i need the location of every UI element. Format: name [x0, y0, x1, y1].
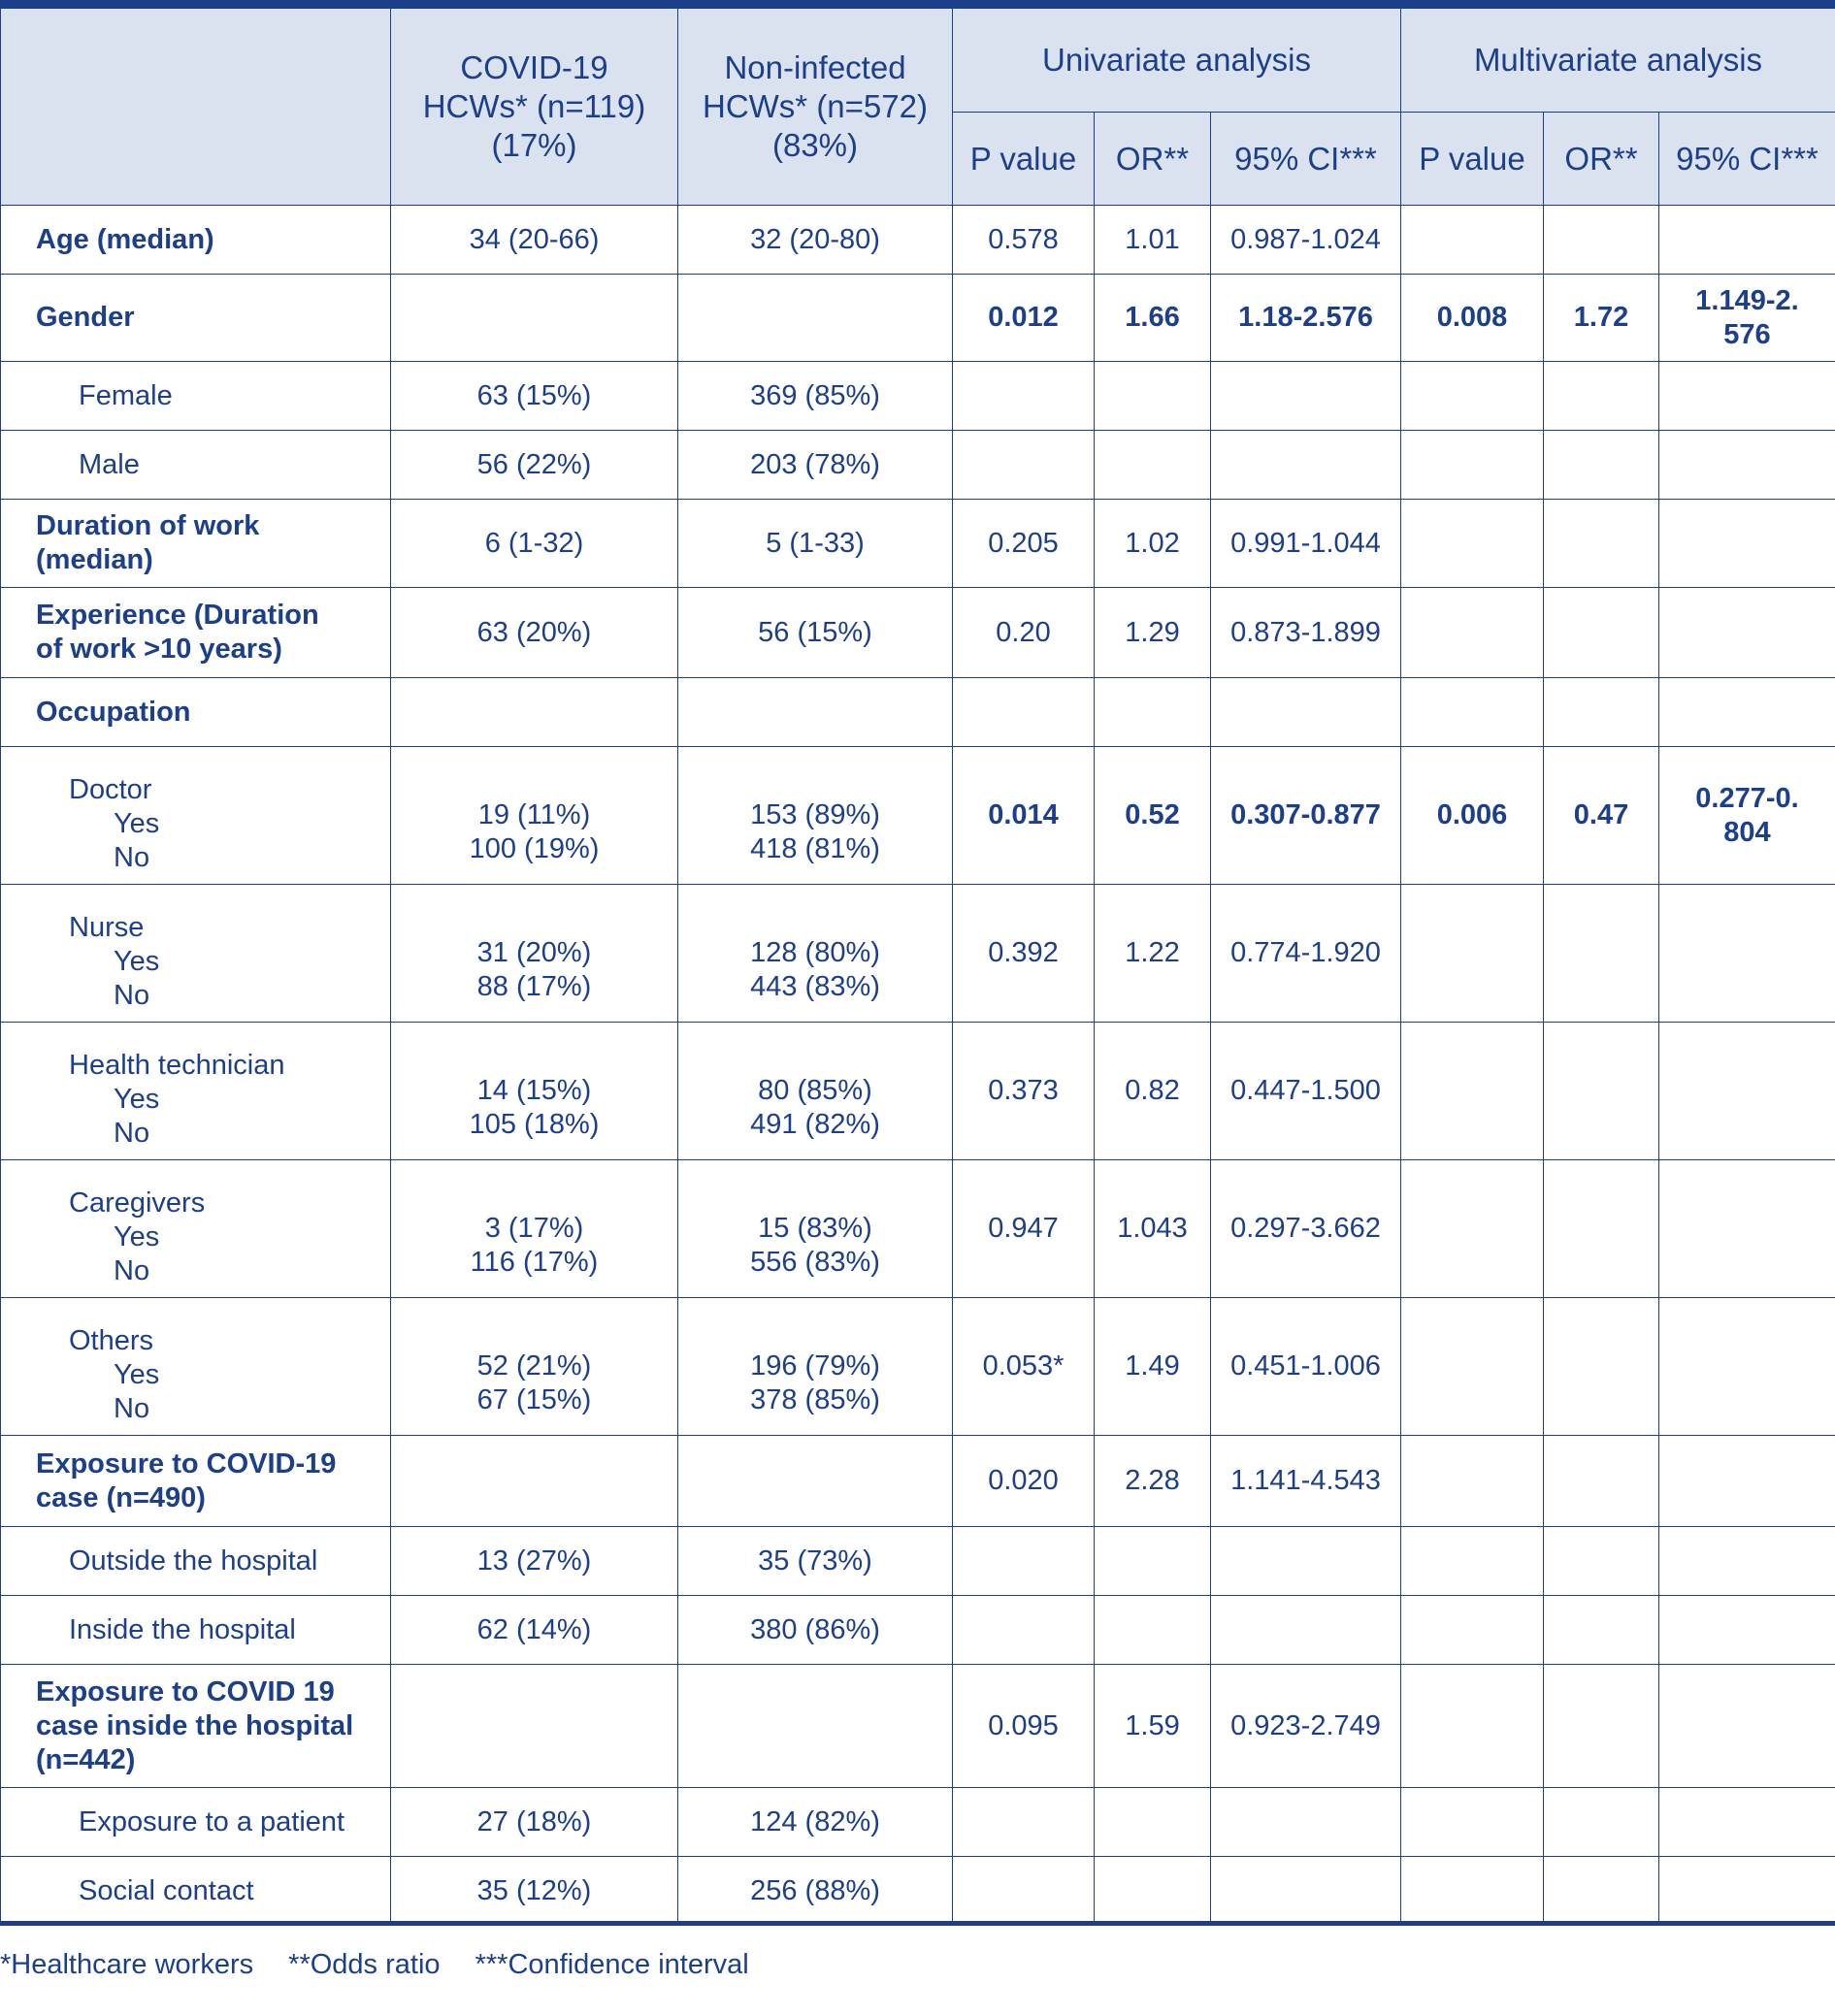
row-label — [1, 1023, 391, 1160]
cell — [1659, 1788, 1835, 1857]
cell — [1401, 500, 1544, 588]
cell: 256 (88%) — [678, 1857, 953, 1926]
cell: 1.22 — [1095, 885, 1211, 1023]
cell — [1401, 431, 1544, 500]
cell-yes: 15 (83%) — [758, 1213, 872, 1244]
cell-no: 67 (15%) — [476, 1384, 592, 1415]
no-label: No — [114, 1255, 150, 1286]
cell — [1659, 1298, 1835, 1436]
table-row — [1, 1160, 1835, 1298]
cell: 1.72 — [1544, 275, 1659, 362]
cell — [1544, 431, 1659, 500]
yes-label: Yes — [114, 1221, 160, 1252]
cell — [1544, 678, 1659, 747]
cell — [1401, 1788, 1544, 1857]
row-label: Exposure to COVID 19 case inside the hospital (n=442) — [1, 1665, 391, 1788]
cell — [678, 1436, 953, 1527]
cell: 62 (14%) — [391, 1596, 678, 1665]
header-empty — [1, 9, 391, 206]
cell — [1095, 1596, 1211, 1665]
row-label — [1, 1160, 391, 1298]
cell-no: 88 (17%) — [476, 971, 592, 1002]
row-label: Exposure to COVID-19 case (n=490) — [1, 1436, 391, 1527]
header-covid-hcws: COVID-19 HCWs* (n=119) (17%) — [391, 9, 678, 206]
table-row — [1, 1023, 1835, 1160]
table-row — [1, 206, 1835, 275]
cell-yes: 19 (11%) — [477, 799, 591, 830]
cell — [1401, 1298, 1544, 1436]
table-row — [1, 747, 1835, 885]
cell — [391, 275, 678, 362]
header-uni-or: OR** — [1095, 113, 1211, 206]
cell — [953, 362, 1095, 431]
no-label: No — [114, 1393, 150, 1424]
cell — [1401, 1857, 1544, 1926]
cell — [391, 678, 678, 747]
cell: 203 (78%) — [678, 431, 953, 500]
table-row — [1, 678, 1835, 747]
yes-label: Yes — [114, 808, 160, 839]
cell — [1544, 1665, 1659, 1788]
cell: 0.014 — [953, 747, 1095, 885]
table-row — [1, 588, 1835, 678]
cell: 0.447-1.500 — [1211, 1023, 1401, 1160]
table-row — [1, 500, 1835, 588]
cell — [391, 747, 678, 885]
cell: 0.008 — [1401, 275, 1544, 362]
table-row — [1, 1788, 1835, 1857]
row-label: Duration of work (median) — [1, 500, 391, 588]
table-row — [1, 275, 1835, 362]
bottom-rule — [0, 1921, 1835, 1925]
cell — [1095, 431, 1211, 500]
cell — [953, 1596, 1095, 1665]
cell: 34 (20-66) — [391, 206, 678, 275]
table-row — [1, 1665, 1835, 1788]
cell — [1544, 1788, 1659, 1857]
cell — [1211, 678, 1401, 747]
header-row-1 — [1, 9, 1835, 113]
cell: 1.49 — [1095, 1298, 1211, 1436]
cell — [1095, 362, 1211, 431]
cell — [1659, 1527, 1835, 1596]
cell — [1544, 500, 1659, 588]
occupation-name: Others — [69, 1325, 154, 1356]
row-label: Female — [1, 362, 391, 431]
row-label — [1, 885, 391, 1023]
cell — [1401, 885, 1544, 1023]
cell — [1659, 500, 1835, 588]
row-label: Inside the hospital — [1, 1596, 391, 1665]
cell-yes: 80 (85%) — [758, 1075, 872, 1106]
row-label — [1, 1298, 391, 1436]
cell: 1.043 — [1095, 1160, 1211, 1298]
cell: 124 (82%) — [678, 1788, 953, 1857]
cell: 0.774-1.920 — [1211, 885, 1401, 1023]
footnote-or: **Odds ratio — [288, 1949, 441, 1980]
table-row — [1, 362, 1835, 431]
cell-no: 491 (82%) — [750, 1109, 880, 1140]
no-label: No — [114, 980, 150, 1011]
cell — [1659, 431, 1835, 500]
cell — [1659, 1436, 1835, 1527]
row-label: Social contact — [1, 1857, 391, 1926]
cell — [391, 885, 678, 1023]
cell — [1401, 206, 1544, 275]
cell — [1544, 1857, 1659, 1926]
cell: 0.991-1.044 — [1211, 500, 1401, 588]
cell — [678, 678, 953, 747]
cell: 0.947 — [953, 1160, 1095, 1298]
cell: 35 (12%) — [391, 1857, 678, 1926]
risk-factor-table — [0, 8, 1835, 1926]
cell: 6 (1-32) — [391, 500, 678, 588]
cell: 0.47 — [1544, 747, 1659, 885]
cell: 0.451-1.006 — [1211, 1298, 1401, 1436]
cell — [1401, 1023, 1544, 1160]
cell-no: 105 (18%) — [469, 1109, 600, 1140]
cell — [1659, 1160, 1835, 1298]
cell — [678, 1298, 953, 1436]
cell: 0.987-1.024 — [1211, 206, 1401, 275]
cell: 2.28 — [1095, 1436, 1211, 1527]
header-multi-pvalue: P value — [1401, 113, 1544, 206]
cell — [391, 1160, 678, 1298]
cell-yes: 153 (89%) — [750, 799, 880, 830]
cell: 380 (86%) — [678, 1596, 953, 1665]
cell — [1659, 362, 1835, 431]
no-label: No — [114, 1118, 150, 1149]
header-noninfected-hcws: Non-infected HCWs* (n=572) (83%) — [678, 9, 953, 206]
cell — [1401, 1596, 1544, 1665]
cell-yes: 52 (21%) — [476, 1350, 592, 1382]
cell — [1401, 362, 1544, 431]
cell-yes: 14 (15%) — [476, 1075, 592, 1106]
cell: 1.02 — [1095, 500, 1211, 588]
table-row — [1, 1527, 1835, 1596]
header-uni-ci: 95% CI*** — [1211, 113, 1401, 206]
row-label: Outside the hospital — [1, 1527, 391, 1596]
cell-no: 556 (83%) — [750, 1247, 880, 1278]
cell — [1401, 588, 1544, 678]
cell — [1401, 1665, 1544, 1788]
occupation-name: Caregivers — [69, 1187, 206, 1219]
cell — [678, 747, 953, 885]
cell — [1544, 885, 1659, 1023]
cell — [678, 1160, 953, 1298]
cell — [953, 678, 1095, 747]
cell — [1544, 206, 1659, 275]
cell: 0.095 — [953, 1665, 1095, 1788]
cell — [953, 1527, 1095, 1596]
cell: 27 (18%) — [391, 1788, 678, 1857]
cell — [678, 1665, 953, 1788]
cell — [391, 1665, 678, 1788]
occupation-name: Doctor — [69, 774, 152, 805]
cell — [953, 1788, 1095, 1857]
cell: 0.578 — [953, 206, 1095, 275]
table-row — [1, 885, 1835, 1023]
cell — [1401, 1527, 1544, 1596]
row-label: Gender — [1, 275, 391, 362]
cell-no: 378 (85%) — [750, 1384, 880, 1415]
cell: 1.01 — [1095, 206, 1211, 275]
cell — [1211, 1857, 1401, 1926]
cell — [1659, 747, 1835, 885]
row-label: Exposure to a patient — [1, 1788, 391, 1857]
cell — [1544, 1023, 1659, 1160]
cell — [953, 431, 1095, 500]
table-row — [1, 1596, 1835, 1665]
cell: 56 (22%) — [391, 431, 678, 500]
cell: 56 (15%) — [678, 588, 953, 678]
row-label: Age (median) — [1, 206, 391, 275]
cell — [1659, 1023, 1835, 1160]
cell: 63 (20%) — [391, 588, 678, 678]
cell: 0.307-0.877 — [1211, 747, 1401, 885]
cell: 0.392 — [953, 885, 1095, 1023]
cell: 35 (73%) — [678, 1527, 953, 1596]
table-row — [1, 1298, 1835, 1436]
cell — [1544, 588, 1659, 678]
footnote-ci: ***Confidence interval — [475, 1949, 749, 1980]
cell: 0.205 — [953, 500, 1095, 588]
cell — [953, 1857, 1095, 1926]
cell — [1659, 1596, 1835, 1665]
cell: 0.020 — [953, 1436, 1095, 1527]
cell — [678, 275, 953, 362]
header-multi-or: OR** — [1544, 113, 1659, 206]
cell-no: 100 (19%) — [469, 833, 600, 864]
cell-no: 443 (83%) — [750, 971, 880, 1002]
cell: 32 (20-80) — [678, 206, 953, 275]
occupation-name: Health technician — [69, 1050, 285, 1081]
cell-yes: 196 (79%) — [750, 1350, 880, 1382]
cell: 1.29 — [1095, 588, 1211, 678]
cell: 0.053* — [953, 1298, 1095, 1436]
cell: 0.923-2.749 — [1211, 1665, 1401, 1788]
cell — [391, 1298, 678, 1436]
cell — [1401, 1436, 1544, 1527]
cell — [1659, 206, 1835, 275]
cell: 1.66 — [1095, 275, 1211, 362]
cell — [1544, 1527, 1659, 1596]
cell — [678, 885, 953, 1023]
cell-yes: 31 (20%) — [476, 937, 592, 968]
cell: 1.18-2.576 — [1211, 275, 1401, 362]
cell — [1544, 362, 1659, 431]
footnotes — [0, 1947, 776, 1982]
cell — [1211, 1788, 1401, 1857]
cell: 369 (85%) — [678, 362, 953, 431]
cell: 0.012 — [953, 275, 1095, 362]
cell: 0.297-3.662 — [1211, 1160, 1401, 1298]
row-label: Occupation — [1, 678, 391, 747]
cell: 1.141-4.543 — [1211, 1436, 1401, 1527]
cell-text: 0.277-0.804 — [1695, 782, 1799, 848]
cell — [1401, 1160, 1544, 1298]
cell — [1544, 1596, 1659, 1665]
cell — [1544, 1298, 1659, 1436]
cell-no: 418 (81%) — [750, 833, 880, 864]
cell: 13 (27%) — [391, 1527, 678, 1596]
cell: 0.873-1.899 — [1211, 588, 1401, 678]
cell — [1211, 431, 1401, 500]
header-uni-pvalue: P value — [953, 113, 1095, 206]
cell — [391, 1023, 678, 1160]
row-label: Experience (Duration of work >10 years) — [1, 588, 391, 678]
table-row — [1, 1857, 1835, 1926]
cell: 0.20 — [953, 588, 1095, 678]
cell — [1544, 1160, 1659, 1298]
cell — [678, 1023, 953, 1160]
cell — [1095, 1857, 1211, 1926]
cell: 5 (1-33) — [678, 500, 953, 588]
cell: 0.373 — [953, 1023, 1095, 1160]
cell — [1095, 1527, 1211, 1596]
cell — [1211, 1596, 1401, 1665]
cell — [1211, 362, 1401, 431]
cell: 0.82 — [1095, 1023, 1211, 1160]
row-label: Male — [1, 431, 391, 500]
yes-label: Yes — [114, 1359, 160, 1390]
cell — [1659, 678, 1835, 747]
no-label: No — [114, 842, 150, 873]
row-label — [1, 747, 391, 885]
cell — [1401, 678, 1544, 747]
cell — [1211, 1527, 1401, 1596]
cell-yes: 3 (17%) — [484, 1213, 584, 1244]
cell — [1659, 275, 1835, 362]
yes-label: Yes — [114, 946, 160, 977]
cell-yes: 128 (80%) — [750, 937, 880, 968]
cell — [1659, 885, 1835, 1023]
occupation-name: Nurse — [69, 912, 145, 943]
cell-text: 1.149-2.576 — [1695, 284, 1799, 350]
yes-label: Yes — [114, 1084, 160, 1115]
cell — [391, 1436, 678, 1527]
cell — [1659, 1665, 1835, 1788]
footnote-hcw: *Healthcare workers — [0, 1949, 254, 1980]
cell — [1544, 1436, 1659, 1527]
table-row — [1, 1436, 1835, 1527]
header-univariate: Univariate analysis — [953, 9, 1401, 113]
cell — [1659, 1857, 1835, 1926]
cell: 63 (15%) — [391, 362, 678, 431]
cell — [1095, 678, 1211, 747]
cell — [1659, 588, 1835, 678]
cell: 0.52 — [1095, 747, 1211, 885]
cell: 0.006 — [1401, 747, 1544, 885]
header-multi-ci: 95% CI*** — [1659, 113, 1835, 206]
cell — [1095, 1788, 1211, 1857]
cell-no: 116 (17%) — [470, 1247, 599, 1278]
cell: 1.59 — [1095, 1665, 1211, 1788]
table-row — [1, 431, 1835, 500]
header-multivariate: Multivariate analysis — [1401, 9, 1835, 113]
